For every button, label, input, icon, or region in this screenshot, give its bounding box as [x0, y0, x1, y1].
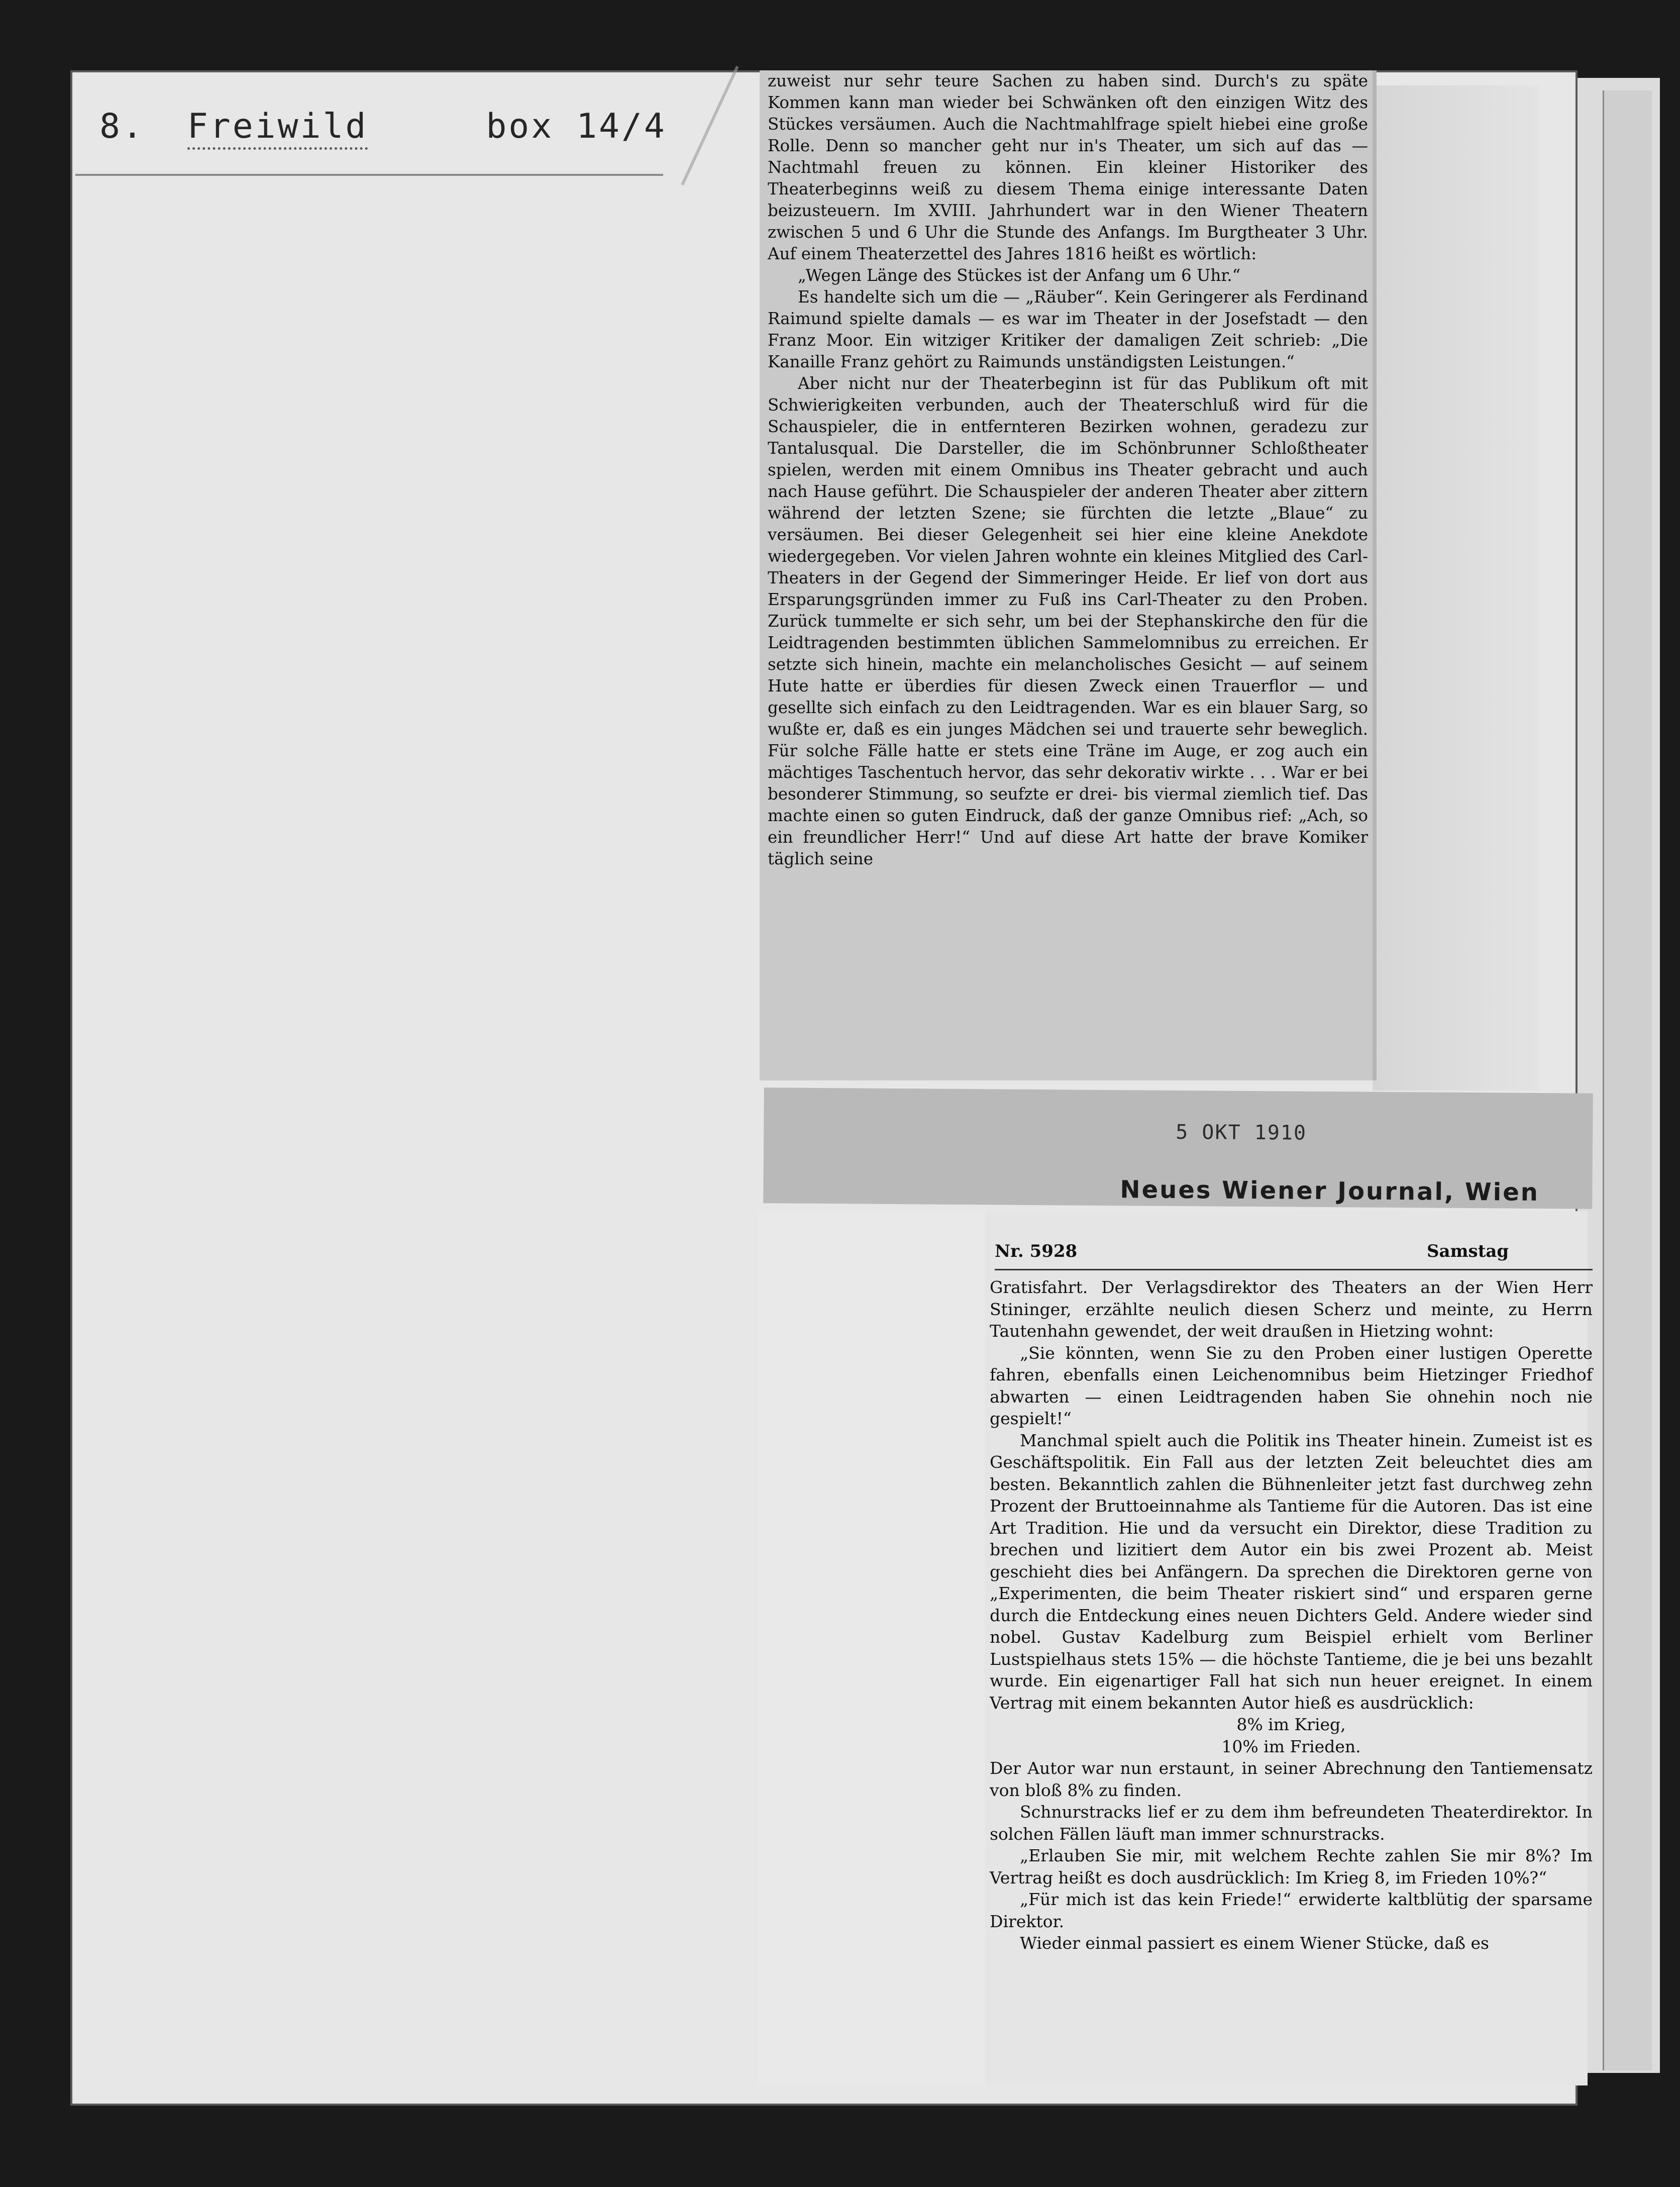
clipping-2-column: [990, 1276, 1593, 1954]
clipping-backing: [1373, 85, 1538, 1090]
clipping-2-paragraph: Gratisfahrt. Der Verlagsdirektor des Theaters an der Wien Herr Stininger, erzählte neulich diesen Scherz und meinte, zu Herrn Tautenhahn gewendet, der weit draußen in Hietzing wohnt:: [990, 1277, 1593, 1341]
newspaper-clipping-1: [760, 70, 1373, 1080]
clipping-1-paragraph: Es handelte sich um die — „Räuber“. Kein Geringerer als Ferdinand Raimund spielte damals — es war im Theater in der Josefstadt — den Franz Moor. Ein witziger Kritiker der damaligen Zeit schrieb: „Die Kanaille Franz gehört zu Raimunds unständigsten Leistungen.“: [768, 287, 1368, 371]
clipping-1-paragraph: Aber nicht nur der Theaterbeginn ist für das Publikum oft mit Schwierigkeiten verbunden, auch der Theaterschluß wird für die Schauspieler, die in entfernteren Bezirken wohnen, geradezu zur Tantalusqual. Die Darsteller, die im Schönbrunner Schloßtheater spielen, werden mit einem Omnibus ins Theater gebracht und auch nach Hause geführt. Die Schauspieler der anderen Theater aber zittern während der letzten Szene; sie fürchten die letzte „Blaue“ zu versäumen. Bei dieser Gelegenheit sei hier eine kleine Anekdote wiedergegeben. Vor vielen Jahren wohnte ein kleines Mitglied des Carl-Theaters in der Gegend der Simmeringer Heide. Er lief von dort aus Ersparungsgründen immer zu Fuß ins Carl-Theater zu den Proben. Zurück tummelte er sich sehr, um bei der Stephanskirche den für die Leidtragenden bestimmten üblichen Sammelomnibus zu erreichen. Er setzte sich hinein, machte ein melancholisches Gesicht — auf seinem Hute hatte er überdies für diesen Zweck einen Trauerflor — und gesellte sich einfach zu den Leidtragenden. War es ein blauer Sarg, so wußte er, daß es ein junges Mädchen sei und trauerte sehr beweglich. Für solche Fälle hatte er stets eine Träne im Auge, er zog auch ein mächtiges Taschentuch hervor, das sehr dekorativ wirkte . . . War er bei besonderer Stimmung, so seufzte er drei- bis viermal ziemlich tief. Das machte einen so guten Eindruck, daß der ganze Omnibus rief: „Ach, so ein freundlicher Herr!“ Und auf diese Art hatte der brave Komiker täglich seine: [768, 374, 1368, 868]
clipping-2-paragraph: 10% im Frieden.: [1221, 1736, 1361, 1756]
box-number: box 14/4: [486, 107, 667, 146]
folder-number: 8.: [99, 107, 145, 146]
clipping-2-paragraph: Manchmal spielt auch die Politik ins Theater hinein. Zumeist ist es Geschäftspolitik. Ein Fall aus der letzten Zeit beleuchtet dies am besten. Bekanntlich zahlen die Bühnenleiter jetzt fast durchweg zehn Prozent der Bruttoeinnahme als Tantieme für die Autoren. Das ist eine Art Tradition. Hie und da versucht ein Direktor, diese Tradition zu brechen und lizitiert dem Autor ein bis zwei Prozent ab. Meist geschieht dies bei Anfängern. Da sprechen die Direktoren gerne von „Experimenten, die beim Theater riskiert sind“ und ersparen gerne durch die Entdeckung eines neuen Dichters Geld. Andere wieder sind nobel. Gustav Kadelburg zum Beispiel erhielt vom Berliner Lustspielhaus stets 15% — die höchste Tantieme, die je bei uns bezahlt wurde. Ein eigenartiger Fall hat sich nun heuer ereignet. In einem Vertrag mit einem bekannten Autor hieß es ausdrücklich:: [990, 1430, 1593, 1713]
clipping-2-paragraph: „Erlauben Sie mir, mit welchem Rechte zahlen Sie mir 8%? Im Vertrag heißt es doch ausdrücklich: Im Krieg 8, im Frieden 10%?“: [990, 1846, 1593, 1887]
masthead-rule: [995, 1269, 1593, 1270]
clipping-1-paragraph: „Wegen Länge des Stückes ist der Anfang um 6 Uhr.“: [798, 266, 1241, 285]
clipping-2-margin: [759, 1211, 985, 2085]
clipping-2-paragraph: Der Autor war nun erstaunt, in seiner Abrechnung den Tantiemensatz von bloß 8% zu finden.: [990, 1758, 1593, 1800]
clipping-2-paragraph: 8% im Krieg,: [1236, 1715, 1346, 1734]
folder-title: Freiwild: [187, 107, 368, 150]
clipping-source-strip: [763, 1087, 1593, 1209]
date-stamp: 5 OKT 1910: [1176, 1120, 1307, 1145]
folder-edge-inner: [1603, 90, 1652, 2070]
archive-label: [99, 107, 667, 152]
header-rule: [75, 174, 663, 176]
clipping-2-paragraph: „Für mich ist das kein Friede!“ erwiderte kaltblütig der sparsame Direktor.: [990, 1890, 1593, 1931]
issue-day: Samstag: [1427, 1241, 1509, 1261]
clipping-2-paragraph: „Sie könnten, wenn Sie zu den Proben einer lustigen Operette fahren, ebenfalls einen Leichenomnibus beim Hietzinger Friedhof abwarten — einen Leidtragenden haben Sie ohnehin noch nie gespielt!“: [990, 1343, 1593, 1428]
source-stamp: Neues Wiener Journal, Wien: [1120, 1175, 1540, 1207]
newspaper-clipping-2: [759, 1211, 1593, 2085]
clipping-1-column: [768, 70, 1368, 870]
issue-number: Nr. 5928: [995, 1241, 1078, 1261]
clipping-1-paragraph: zuweist nur sehr teure Sachen zu haben sind. Durch's zu späte Kommen kann man wieder bei Schwänken oft den einzigen Witz des Stückes versäumen. Auch die Nachtmahlfrage spielt hiebei eine große Rolle. Denn so mancher geht nur in's Theater, um sich auf das — Nachtmahl freuen zu können. Ein kleiner Historiker des Theaterbeginns weiß zu diesem Thema einige interessante Daten beizusteuern. Im XVIII. Jahrhundert war in den Wiener Theatern zwischen 5 und 6 Uhr die Stunde des Anfangs. Im Burgtheater 3 Uhr. Auf einem Theaterzettel des Jahres 1816 heißt es wörtlich:: [768, 71, 1368, 263]
clipping-2-paragraph: Wieder einmal passiert es einem Wiener Stücke, daß es: [1020, 1933, 1489, 1953]
clipping-2-paragraph: Schnurstracks lief er zu dem ihm befreundeten Theaterdirektor. In solchen Fällen läuft man immer schnurstracks.: [990, 1802, 1593, 1844]
